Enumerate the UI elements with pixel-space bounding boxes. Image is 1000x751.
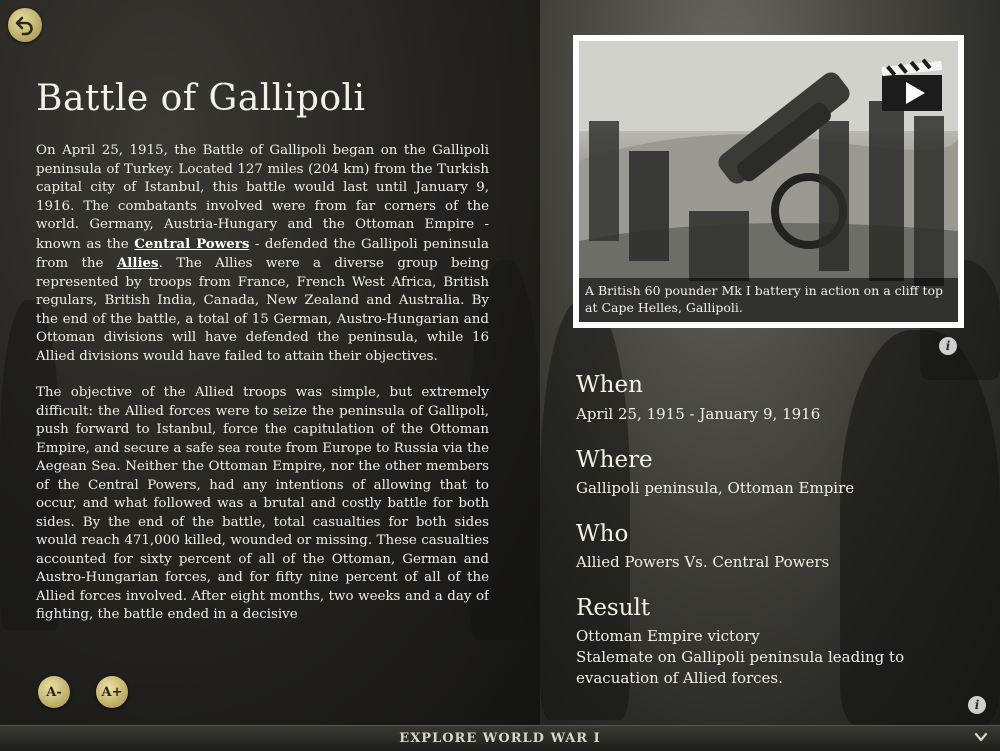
allies-link[interactable]: Allies (116, 255, 159, 271)
article-text: On April 25, 1915, the Battle of Gallipoli began on the Gallipoli peninsula of Turkey. Located 127 miles (204 km) from the Turkish capital city of Istanbul, this battle would last until January 9, 1916. The combatants involved were from far corners of the world. Germany, Austria-Hungary and the Ottoman Empire - known as the (36, 143, 489, 252)
photo-caption: A British 60 pounder Mk I battery in action on a cliff top at Cape Helles, Gallipoli. (579, 278, 958, 322)
result-line: Stalemate on Gallipoli peninsula leading to evacuation of Allied forces. (576, 648, 905, 687)
bottom-bar (0, 725, 1000, 751)
decrease-font-button[interactable]: A- (38, 676, 70, 708)
back-arrow-icon (14, 14, 36, 36)
result-line: Ottoman Empire victory (576, 627, 760, 645)
when-heading: When (576, 372, 643, 398)
info-icon[interactable]: i (939, 337, 957, 355)
media-frame (573, 35, 964, 328)
article-text: - defended the Gallipoli peninsula from the (36, 236, 489, 271)
article-paragraph: The objective of the Allied troops was simple, but extremely difficult: the Allied forces were to seize the peninsula of Gallipoli, push forward to Istanbul, force the capitulation of the Ottoman Empire, and secure a safe sea route from Europe to Russia via the Aegean Sea. Neither the Ottoman Empire, nor the other members of the Central Powers, had any intentions of allowing that to occur, and what followed was a brutal and costly battle for both sides. By the end of the battle, total casualties for both sides would reach 471,000 killed, wounded or missing. These casualties accounted for sixty percent of all of the Ottoman, German and Austro-Hungarian forces, and for fifty nine percent of all of the Allied forces involved. After eight months, two weeks and a day of fighting, the battle ended in a decisive (36, 385, 489, 622)
who-value: Allied Powers Vs. Central Powers (576, 553, 830, 571)
back-button[interactable] (8, 8, 42, 42)
article-body[interactable] (36, 142, 489, 656)
chevron-down-icon[interactable] (974, 730, 988, 744)
info-icon[interactable]: i (968, 696, 986, 714)
when-value: April 25, 1915 - January 9, 1916 (576, 405, 821, 423)
explore-world-war-button[interactable]: EXPLORE WORLD WAR I (399, 731, 601, 746)
who-heading: Who (576, 521, 629, 547)
central-powers-link[interactable]: Central Powers (134, 235, 250, 252)
where-value: Gallipoli peninsula, Ottoman Empire (576, 479, 855, 497)
result-heading: Result (576, 595, 651, 621)
battery-photo[interactable] (579, 41, 958, 322)
play-video-button[interactable] (880, 55, 944, 113)
increase-font-button[interactable]: A+ (96, 676, 128, 708)
result-value (576, 626, 966, 689)
where-heading: Where (576, 447, 653, 473)
article-paragraph (36, 142, 489, 366)
play-icon (880, 55, 944, 113)
article-text: . The Allies were a diverse group being represented by troops from France, French West Africa, British regulars, British India, Canada, New Zealand and Australia. By the end of the battle, a total of 15 German, Austro-Hungarian and Ottoman divisions will have defended the peninsula, while 16 Allied divisions would have failed to attain their objectives. (36, 256, 489, 364)
page-title: Battle of Gallipoli (36, 78, 366, 119)
